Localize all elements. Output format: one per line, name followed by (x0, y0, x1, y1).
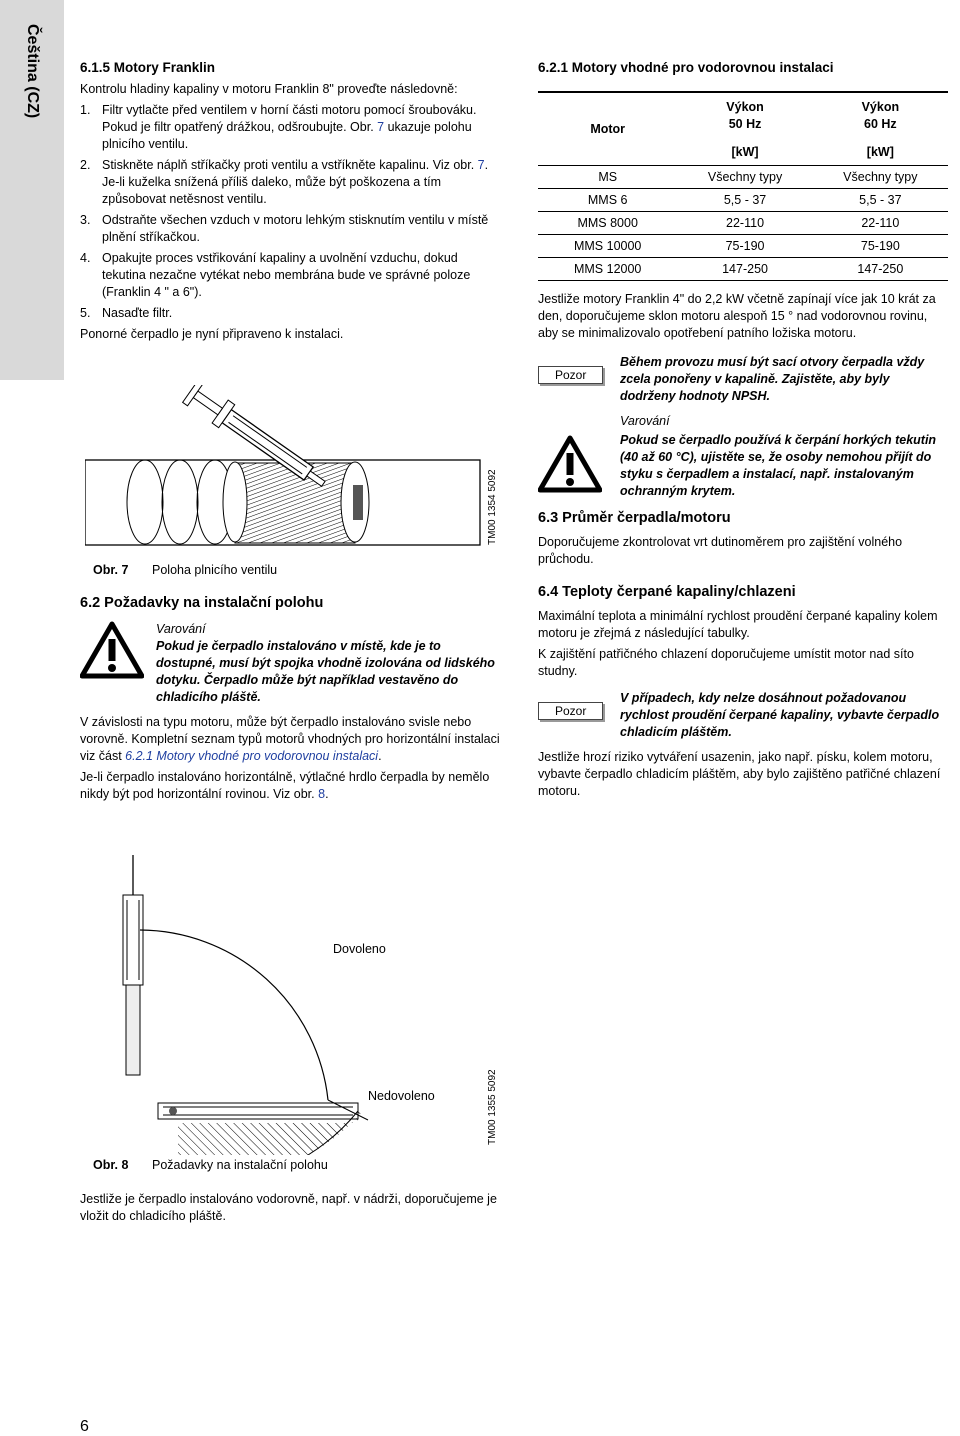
fig-7-link[interactable]: 7 (377, 120, 385, 134)
section-6-3-title: 6.3 Průměr čerpadla/motoru (538, 510, 731, 526)
pozor-text-2: V případech, kdy nelze dosáhnout požadovanou rychlost proudění čerpané kapaliny, vybavte čerpadlo chladicím pláštěm. (620, 691, 940, 739)
table-header-row (538, 92, 948, 139)
table-row: MMS 8000 22-110 22-110 (538, 212, 948, 235)
section-6-4-title: 6.4 Teploty čerpané kapaliny/chlazeni (538, 584, 796, 600)
language-tab-label: Čeština (CZ) (24, 24, 41, 119)
ready-text: Ponorné čerpadlo je nyní připraveno k instalaci. (80, 327, 344, 341)
warning-triangle-icon (80, 621, 156, 706)
section-6-2-1-link[interactable]: 6.2.1 Motory vhodné pro vodorovnou instalaci (125, 749, 379, 763)
language-tab (0, 0, 64, 380)
horizontal-tank-note: Jestliže je čerpadlo instalováno vodorovně, např. v nádrži, doporučujeme je vložit do chladicího pláště. (80, 1192, 497, 1223)
section-6-2 (80, 595, 500, 807)
pozor-text-1: Během provozu musí být sací otvory čerpadla vždy zcela ponořeny v kapalině. Zajistěte, aby byly dodrženy hodnoty NPSH. (620, 355, 925, 403)
section-6-2-title: 6.2 Požadavky na instalační polohu (80, 595, 324, 611)
pozor-block-1 (538, 354, 948, 405)
table-row: MMS 12000 147-250 147-250 (538, 258, 948, 281)
fig-8-link[interactable]: 8 (318, 787, 326, 801)
warning-label: Varování (156, 622, 206, 636)
warning-triangle-icon (538, 413, 620, 500)
fig-7-tm-code: TM00 1354 5092 (487, 469, 498, 545)
step-1: 1. Filtr vytlačte před ventilem v horní části motoru pomocí šroubováku. Pokud je filtr opatřený drážkou, odšroubujte. Obr. 7 ukazuje polohu plnicího ventilu. (80, 103, 477, 151)
table-row: MMS 6 5,5 - 37 5,5 - 37 (538, 189, 948, 212)
warning-block-1 (80, 621, 500, 706)
franklin-note: Jestliže motory Franklin 4" do 2,2 kW včetně zapínají více jak 10 krát za den, doporučujeme sklon motoru alespoň 15 ° nad vodorovnou rovinu, aby se minimalizovalo opotřebení patního ložiska motoru. (538, 292, 936, 340)
step-5: 5. Nasaďte filtr. (80, 306, 173, 320)
warning-label: Varování (620, 414, 670, 428)
section-6-3-text: Doporučujeme zkontrolovat vrt dutinoměrem pro zajištění volného průchodu. (538, 535, 903, 566)
horizontal-paragraph: Je-li čerpadlo instalováno horizontálně, výtlačné hrdlo čerpadla by nemělo nikdy být pod horizontální rovinou. Viz obr. 8. (80, 770, 490, 801)
table-row: MS Všechny typy Všechny typy (538, 166, 948, 189)
header-unit-50: [kW] (677, 139, 812, 166)
left-column (80, 60, 500, 347)
pozor-badge: Pozor (538, 702, 603, 720)
fig-8-position-diagram (118, 855, 478, 1155)
section-6-4-p1: Maximální teplota a minimální rychlost proudění čerpané kapaliny kolem motoru je zřejmá z následující tabulky. (538, 609, 938, 640)
pozor-block-2 (538, 690, 948, 741)
fig-7-link[interactable]: 7 (477, 158, 485, 172)
page-number: 6 (80, 1418, 89, 1435)
section-6-4-p3: Jestliže hrozí riziko vytváření usazenin, jako např. písku, kolem motoru, vybavte čerpadlo chladicím pláštěm, aby bylo zajištěno patřičné chlazení motoru. (538, 750, 941, 798)
fig-7-label: Obr. 7 (93, 563, 129, 577)
header-50hz: Výkon 50 Hz (677, 92, 812, 139)
section-6-1-5-title: 6.1.5 Motory Franklin (80, 60, 216, 75)
step-2: 2. Stiskněte náplň stříkačky proti ventilu a vstříkněte kapalinu. Viz obr. 7. Je-li kuželka snížená příliš daleko, může být poškozena a tím způsobovat netěsnost ventilu. (80, 158, 489, 206)
fig-8-not-allowed-label: Nedovoleno (368, 1089, 435, 1103)
section-6-2-1-title: 6.2.1 Motory vhodné pro vodorovnou instalaci (538, 60, 834, 75)
step-3: 3. Odstraňte všechen vzduch v motoru lehkým stisknutím ventilu v místě plnění stříkačkou. (80, 213, 489, 244)
header-unit-60: [kW] (813, 139, 948, 166)
warning-block-2 (538, 413, 948, 500)
right-column (538, 60, 948, 804)
installation-paragraph: V závislosti na typu motoru, může být čerpadlo instalováno svisle nebo vorovně. Kompletní seznam typů motorů vhodných pro horizontální instalaci viz část 6.2.1 Motory vhodné pro vodorovnou instalaci. (80, 715, 500, 763)
fig-7-caption: Poloha plnicího ventilu (152, 563, 278, 577)
step-4: 4. Opakujte proces vstřikování kapaliny a uvolnění vzduchu, dokud tekutina nezačne vytékat nebo membrána bude ve správné poloze (Franklin 4 " a 6"). (80, 251, 471, 299)
warning-text: Pokud je čerpadlo instalováno v místě, kde je to dostupné, musí být spojka vhodně izolována od lidského dotyku. Čerpadlo může být například vestavěno do chladicího pláště. (156, 639, 495, 704)
motor-table (538, 91, 948, 281)
table-row: MMS 10000 75-190 75-190 (538, 235, 948, 258)
header-motor: Motor (538, 92, 677, 166)
section-6-1-5-intro: Kontrolu hladiny kapaliny v motoru Franklin 8" proveďte následovně: (80, 82, 458, 96)
fig-8-tm-code: TM00 1355 5092 (487, 1069, 498, 1145)
header-60hz: Výkon 60 Hz (813, 92, 948, 139)
pozor-badge: Pozor (538, 366, 603, 384)
fig-8-caption: Požadavky na instalační polohu (152, 1158, 328, 1172)
warning-text: Pokud se čerpadlo používá k čerpání horkých tekutin (40 až 60 °C), ujistěte se, že osoby nemohou přijít do styku s čerpadlem a instalací, např. instalovaným ochranným krytem. (620, 433, 937, 498)
fig-8-allowed-label: Dovoleno (333, 942, 386, 956)
fig-7-filling-valve-illustration (85, 385, 485, 560)
section-6-4-p2: K zajištění patřičného chlazení doporučujeme umístit motor nad síto studny. (538, 647, 914, 678)
fig-8-label: Obr. 8 (93, 1158, 129, 1172)
